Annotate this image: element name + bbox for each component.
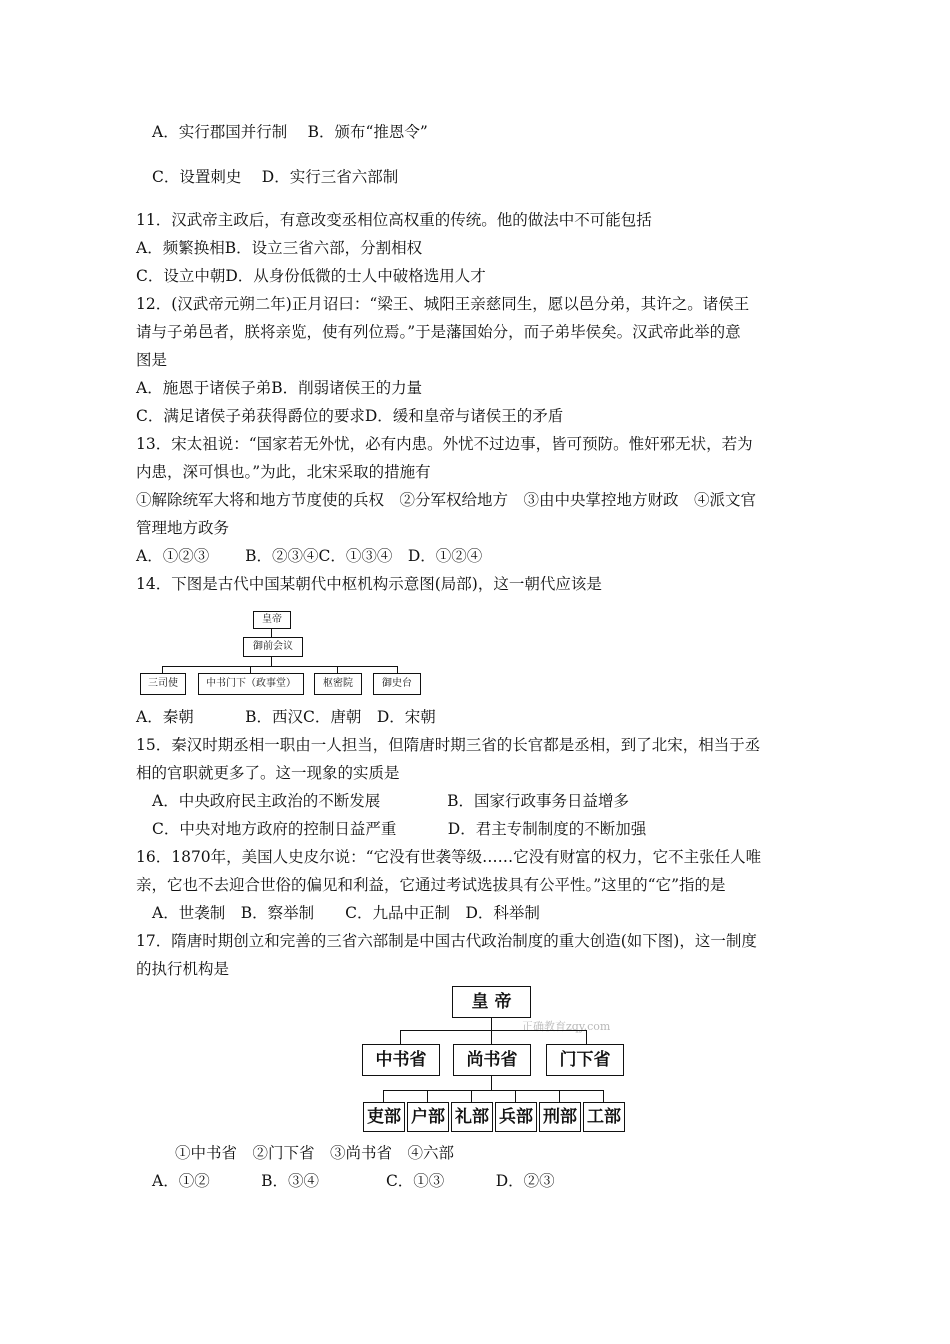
q11-option-cd: C．设立中朝D．从身份低微的士人中破格选用人才 xyxy=(136,267,486,285)
q17-stem-2: 的执行机构是 xyxy=(136,960,230,978)
diagram17-bing-box: 兵部 xyxy=(495,1102,537,1132)
q16-options: A．世袭制 B．察举制 C．九品中正制 D．科举制 xyxy=(152,904,540,922)
q13-stem-2: 内患，深可惧也。”为此，北宋采取的措施有 xyxy=(136,463,431,481)
q14-stem: 14．下图是古代中国某朝代中枢机构示意图(局部)，这一朝代应该是 xyxy=(136,575,602,593)
diagram17-gong-box: 工部 xyxy=(583,1102,625,1132)
diagram14-sansi-box: 三司使 xyxy=(140,673,186,695)
diagram14-yushi-box: 御史台 xyxy=(373,673,421,695)
q12-option-cd: C．满足诸侯子弟获得爵位的要求D．缓和皇帝与诸侯王的矛盾 xyxy=(136,407,564,425)
q12-stem-1: 12．(汉武帝元朔二年)正月诏曰：“梁王、城阳王亲慈同生，愿以邑分弟，其许之。诸侯王 xyxy=(136,295,750,313)
q10-option-ab: A．实行郡国并行制 B．颁布“推恩令” xyxy=(152,123,428,141)
q11-stem: 11．汉武帝主政后，有意改变丞相位高权重的传统。他的做法中不可能包括 xyxy=(136,211,652,229)
diagram14-shumi-box: 枢密院 xyxy=(314,673,362,695)
q17-options: A．①② B．③④ C．①③ D．②③ xyxy=(152,1172,555,1190)
diagram14-emperor-box: 皇帝 xyxy=(253,611,291,629)
diagram14-council-box: 御前会议 xyxy=(243,637,303,657)
diagram17-shangshu-box: 尚书省 xyxy=(453,1044,531,1076)
q17-items: ①中书省 ②门下省 ③尚书省 ④六部 xyxy=(175,1144,455,1162)
diagram17-watermark: 正确教育zqy.com xyxy=(522,1020,611,1033)
q15-stem-2: 相的官职就更多了。这一现象的实质是 xyxy=(136,764,400,782)
diagram17-hu-box: 户部 xyxy=(407,1102,449,1132)
diagram17-emperor-box: 皇 帝 xyxy=(452,986,531,1018)
q13-options: A．①②③ B．②③④C．①③④ D．①②④ xyxy=(136,547,483,565)
diagram17-li2-box: 礼部 xyxy=(451,1102,493,1132)
diagram17-li-box: 吏部 xyxy=(363,1102,405,1132)
q16-stem-1: 16．1870年，美国人史皮尔说：“它没有世袭等级……它没有财富的权力，它不主张任人唯 xyxy=(136,848,762,866)
diagram17-zhongshu-box: 中书省 xyxy=(362,1044,440,1076)
q15-stem-1: 15．秦汉时期丞相一职由一人担当，但隋唐时期三省的长官都是丞相，到了北宋，相当于丞 xyxy=(136,736,761,754)
q10-option-cd: C．设置刺史 D．实行三省六部制 xyxy=(152,168,399,186)
q17-stem-1: 17．隋唐时期创立和完善的三省六部制是中国古代政治制度的重大创造(如下图)，这一制度 xyxy=(136,932,757,950)
q16-stem-2: 亲，它也不去迎合世俗的偏见和利益，它通过考试选拔具有公平性。”这里的“它”指的是 xyxy=(136,876,726,894)
diagram14-zhongshu-box: 中书门下（政事堂） xyxy=(198,673,304,695)
q12-option-ab: A．施恩于诸侯子弟B．削弱诸侯王的力量 xyxy=(136,379,423,397)
diagram17-menxia-box: 门下省 xyxy=(546,1044,624,1076)
q12-stem-3: 图是 xyxy=(136,351,168,369)
q12-stem-2: 请与子弟邑者，朕将亲览，使有列位焉。”于是藩国始分，而子弟毕侯矣。汉武帝此举的意 xyxy=(136,323,741,341)
q14-options: A．秦朝 B．西汉C．唐朝 D．宋朝 xyxy=(136,708,436,726)
q13-items-1: ①解除统军大将和地方节度使的兵权 ②分军权给地方 ③由中央掌控地方财政 ④派文官 xyxy=(136,491,757,509)
q15-option-ab: A．中央政府民主政治的不断发展 B．国家行政事务日益增多 xyxy=(152,792,630,810)
q13-stem-1: 13．宋太祖说：“国家若无外忧，必有内患。外忧不过边事，皆可预防。惟奸邪无状，若为 xyxy=(136,435,753,453)
q11-option-ab: A．频繁换相B．设立三省六部，分割相权 xyxy=(136,239,423,257)
q13-items-2: 管理地方政务 xyxy=(136,519,230,537)
q15-option-cd: C．中央对地方政府的控制日益严重 D．君主专制制度的不断加强 xyxy=(152,820,647,838)
diagram17-xing-box: 刑部 xyxy=(539,1102,581,1132)
